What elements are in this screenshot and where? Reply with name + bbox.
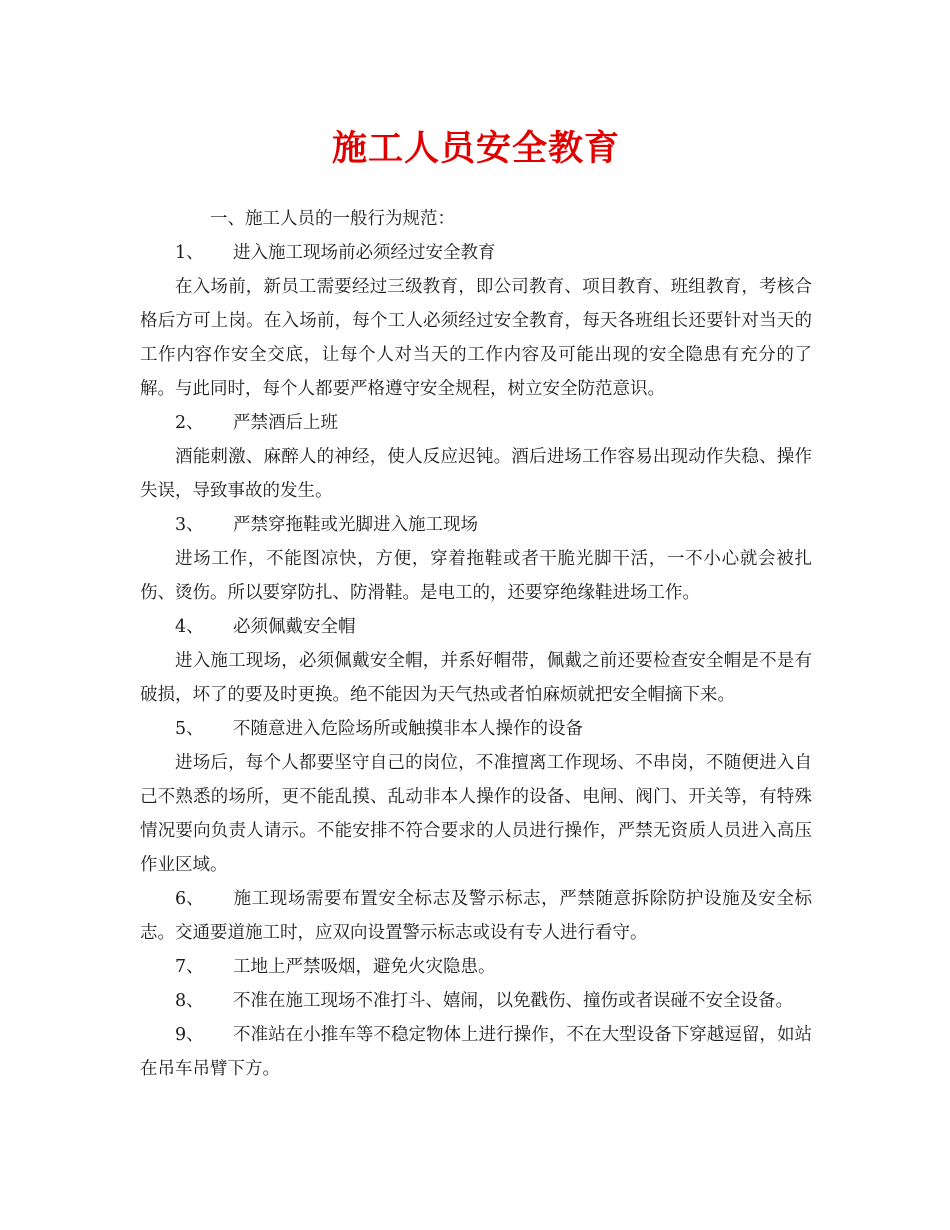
document-body xyxy=(140,202,812,1086)
item-heading-1 xyxy=(140,236,812,270)
item-heading-text: 严禁酒后上班 xyxy=(233,413,338,433)
item-heading-4 xyxy=(140,610,812,644)
item-number: 3、 xyxy=(175,515,204,535)
item-9 xyxy=(140,1018,812,1086)
item-body-4: 进入施工现场，必须佩戴安全帽，并系好帽带，佩戴之前还要检查安全帽是不是有破损，坏了的要及时更换。绝不能因为天气热或者怕麻烦就把安全帽摘下来。 xyxy=(140,651,812,705)
item-text: 不准在施工现场不准打斗、嬉闹，以免戳伤、撞伤或者误碰不安全设备。 xyxy=(233,991,793,1011)
item-body-5: 进场后，每个人都要坚守自己的岗位，不准擅离工作现场、不串岗，不随便进入自己不熟悉的场所，更不能乱摸、乱动非本人操作的设备、电闸、阀门、开关等，有特殊情况要向负责人请示。不能安排不符合要求的人员进行操作，严禁无资质人员进入高压作业区域。 xyxy=(140,753,812,875)
item-number: 4、 xyxy=(175,617,204,637)
item-text: 不准站在小推车等不稳定物体上进行操作，不在大型设备下穿越逗留，如站在吊车吊臂下方。 xyxy=(140,1025,812,1079)
item-text: 工地上严禁吸烟，避免火灾隐患。 xyxy=(233,957,496,977)
item-heading-text: 进入施工现场前必须经过安全教育 xyxy=(233,243,496,263)
item-number: 9、 xyxy=(175,1025,204,1045)
item-6 xyxy=(140,882,812,950)
item-heading-5 xyxy=(140,712,812,746)
item-number: 7、 xyxy=(175,957,204,977)
item-number: 8、 xyxy=(175,991,204,1011)
item-number: 5、 xyxy=(175,719,204,739)
item-8 xyxy=(140,984,812,1018)
item-number: 6、 xyxy=(175,889,204,909)
item-number: 1、 xyxy=(175,243,204,263)
item-text: 施工现场需要布置安全标志及警示标志，严禁随意拆除防护设施及安全标志。交通要道施工时，应双向设置警示标志或设有专人进行看守。 xyxy=(140,889,812,943)
item-7 xyxy=(140,950,812,984)
item-heading-text: 严禁穿拖鞋或光脚进入施工现场 xyxy=(233,515,478,535)
section-heading: 一、施工人员的一般行为规范： xyxy=(210,209,455,229)
item-heading-text: 必须佩戴安全帽 xyxy=(233,617,356,637)
item-body-1: 在入场前，新员工需要经过三级教育，即公司教育、项目教育、班组教育，考核合格后方可上岗。在入场前，每个工人必须经过安全教育，每天各班组长还要针对当天的工作内容作安全交底，让每个人对当天的工作内容及可能出现的安全隐患有充分的了解。与此同时，每个人都要严格遵守安全规程，树立安全防范意识。 xyxy=(140,277,812,399)
item-heading-2 xyxy=(140,406,812,440)
item-number: 2、 xyxy=(175,413,204,433)
item-body-3: 进场工作，不能图凉快，方便，穿着拖鞋或者干脆光脚干活，一不小心就会被扎伤、烫伤。所以要穿防扎、防滑鞋。是电工的，还要穿绝缘鞋进场工作。 xyxy=(140,549,812,603)
item-body-2: 酒能刺激、麻醉人的神经，使人反应迟钝。酒后进场工作容易出现动作失稳、操作失误，导致事故的发生。 xyxy=(140,447,812,501)
document-title: 施工人员安全教育 xyxy=(331,128,620,169)
item-heading-3 xyxy=(140,508,812,542)
item-heading-text: 不随意进入危险场所或触摸非本人操作的设备 xyxy=(233,719,583,739)
